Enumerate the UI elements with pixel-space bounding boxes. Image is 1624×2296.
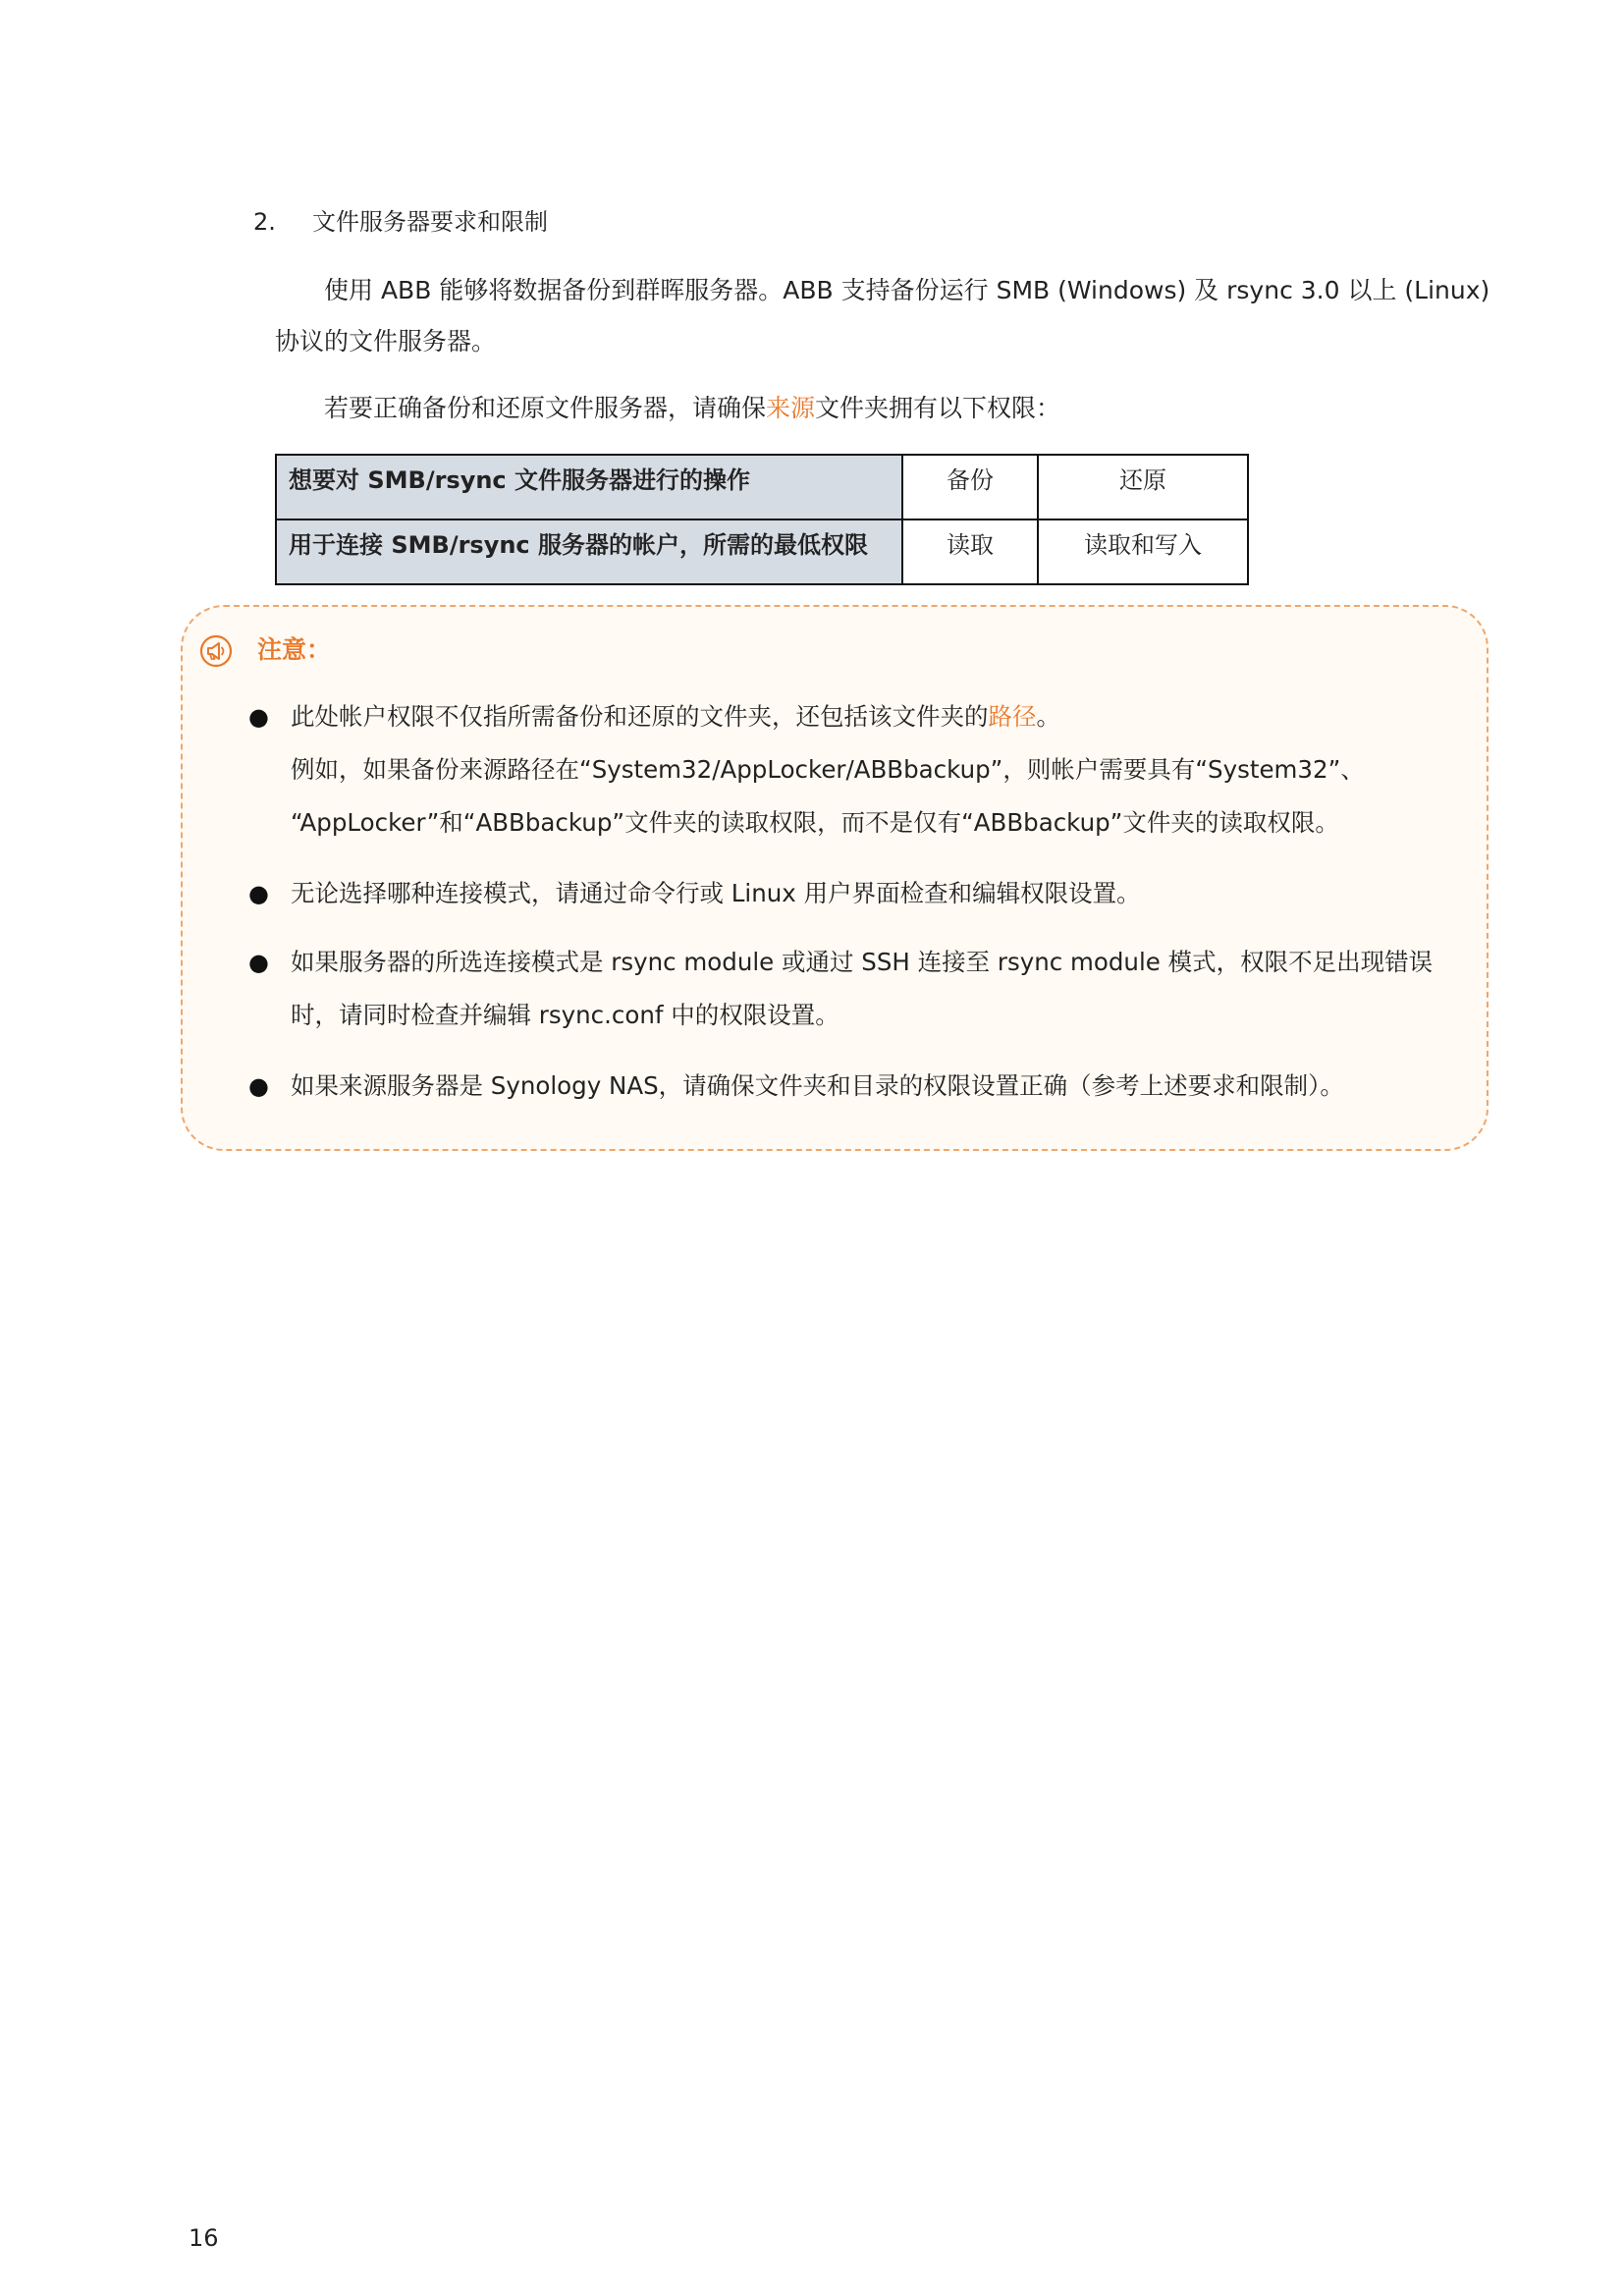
section-heading (253, 204, 548, 240)
table-cell: 读取和写入 (1038, 519, 1248, 584)
bullet-dot: ● (248, 880, 269, 907)
table-row-header: 想要对 SMB/rsync 文件服务器进行的操作 (276, 455, 902, 519)
table-cell: 读取 (902, 519, 1038, 584)
bullet-dot: ● (248, 949, 269, 976)
table-cell: 备份 (902, 455, 1038, 519)
note-title: 注意： (257, 635, 332, 664)
intro-line-3-highlight: 来源 (766, 394, 816, 422)
bullet-dot: ● (248, 1072, 269, 1100)
note-item-1-line-3: “AppLocker”和“ABBbackup”文件夹的读取权限，而不是仅有“ABBbackup”文件夹的读取权限。 (291, 808, 1339, 837)
table-row-header: 用于连接 SMB/rsync 服务器的帐户，所需的最低权限 (276, 519, 902, 584)
bullet-dot: ● (248, 703, 269, 731)
intro-line-1: 使用 ABB 能够将数据备份到群晖服务器。ABB 支持备份运行 SMB (Windows) 及 rsync 3.0 以上 (Linux) (324, 276, 1490, 304)
permissions-table (275, 454, 1249, 585)
note-item-2-line-1: 无论选择哪种连接模式，请通过命令行或 Linux 用户界面检查和编辑权限设置。 (291, 879, 1141, 907)
note-item-3-line-2: 时，请同时检查并编辑 rsync.conf 中的权限设置。 (291, 1001, 839, 1029)
table-row (276, 455, 1248, 519)
note-item-1-line-1 (291, 699, 1060, 735)
table-row (276, 519, 1248, 584)
note-item-4-line-1: 如果来源服务器是 Synology NAS，请确保文件夹和目录的权限设置正确（参考上述要求和限制）。 (291, 1071, 1344, 1100)
note-item-text: 。 (1036, 702, 1060, 731)
note-item-highlight: 路径 (988, 702, 1037, 731)
intro-line-2: 协议的文件服务器。 (275, 327, 497, 355)
note-item-3-line-1: 如果服务器的所选连接模式是 rsync module 或通过 SSH 连接至 rsync module 模式，权限不足出现错误 (291, 948, 1434, 976)
intro-line-3 (324, 391, 1060, 426)
megaphone-icon (199, 634, 233, 668)
table-cell: 还原 (1038, 455, 1248, 519)
note-item-1-line-2: 例如，如果备份来源路径在“System32/AppLocker/ABBbackup”，则帐户需要具有“System32”、 (291, 755, 1365, 784)
note-item-text: 此处帐户权限不仅指所需备份和还原的文件夹，还包括该文件夹的 (291, 702, 989, 731)
intro-line-3-after: 文件夹拥有以下权限： (815, 394, 1061, 422)
page-number: 16 (189, 2224, 219, 2252)
intro-line-3-before: 若要正确备份和还原文件服务器，请确保 (324, 394, 767, 422)
section-number: 2. (253, 208, 276, 236)
section-title: 文件服务器要求和限制 (312, 208, 548, 236)
